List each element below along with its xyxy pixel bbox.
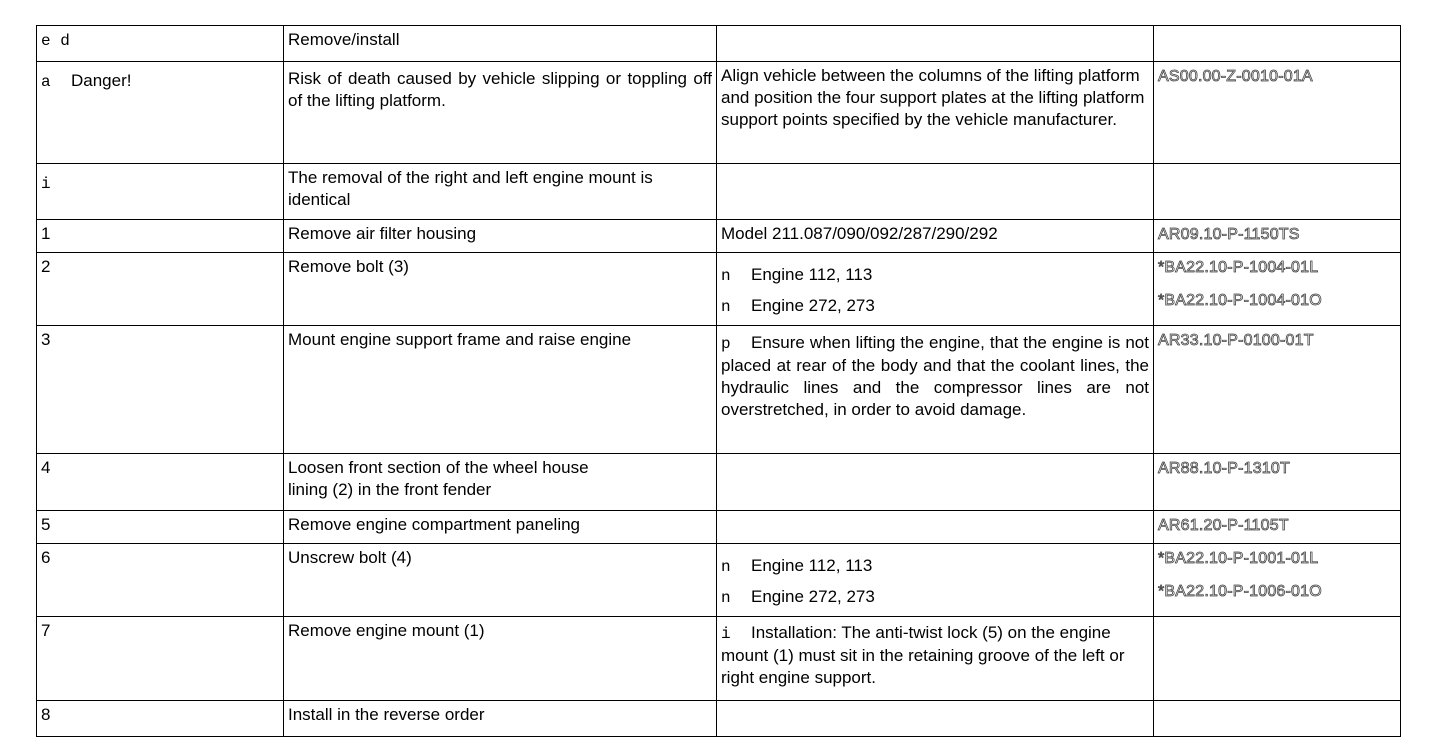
notes-cell: Align vehicle between the columns of the lifting platform and position the four support plates at the lifting platform support points specified by the vehicle manufacturer. xyxy=(717,62,1154,164)
action-cell: Remove bolt (3) xyxy=(284,253,717,326)
table-row xyxy=(37,26,1401,62)
step-number: 3 xyxy=(37,326,284,454)
bullet-icon: n xyxy=(721,298,731,316)
action-cell: Mount engine support frame and raise engine xyxy=(284,326,717,454)
reference-cell xyxy=(1154,164,1401,220)
info-icon: i xyxy=(721,625,731,643)
action-cell: Risk of death caused by vehicle slipping or toppling off of the lifting platform. xyxy=(284,62,717,164)
table-row xyxy=(37,62,1401,164)
action-cell: Remove engine mount (1) xyxy=(284,617,717,701)
action-cell: Install in the reverse order xyxy=(284,701,717,737)
procedure-table xyxy=(36,25,1401,737)
list-item: n Engine 112, 113 xyxy=(721,556,873,576)
reference-code[interactable]: AR09.10-P-1150TS xyxy=(1158,226,1300,243)
reference-cell xyxy=(1154,544,1401,617)
notes-cell: i Installation: The anti-twist lock (5) on the engine mount (1) must sit in the retaining groove of the left or right engine support. xyxy=(717,617,1154,701)
table-row xyxy=(37,617,1401,701)
step-symbol: e d xyxy=(41,32,70,50)
reference-code[interactable]: AR33.10-P-0100-01T xyxy=(1158,332,1314,349)
notes-cell: Model 211.087/090/092/287/290/292 xyxy=(717,220,1154,253)
step-number: 2 xyxy=(37,253,284,326)
action-cell: Remove engine compartment paneling xyxy=(284,511,717,544)
table-row xyxy=(37,544,1401,617)
step-number: 8 xyxy=(37,701,284,737)
reference-cell xyxy=(1154,454,1401,511)
action-cell: Loosen front section of the wheel house lining (2) in the front fender xyxy=(284,454,717,511)
notes-cell: p Ensure when lifting the engine, that the engine is not placed at rear of the body and that the coolant lines, the hydraulic lines and the compressor lines are not overstretched, in order to avoid damage. xyxy=(717,326,1154,454)
bullet-icon: n xyxy=(721,589,731,607)
reference-cell xyxy=(1154,62,1401,164)
table-row xyxy=(37,253,1401,326)
reference-cell xyxy=(1154,511,1401,544)
list-item: n Engine 272, 273 xyxy=(721,587,875,607)
table-row xyxy=(37,701,1401,737)
table-row xyxy=(37,220,1401,253)
reference-cell xyxy=(1154,220,1401,253)
action-cell: Unscrew bolt (4) xyxy=(284,544,717,617)
reference-code[interactable]: *BA22.10-P-1006-01O xyxy=(1158,583,1322,600)
notes-cell xyxy=(717,511,1154,544)
reference-cell xyxy=(1154,253,1401,326)
caution-icon: p xyxy=(721,335,731,353)
danger-icon: a xyxy=(41,73,51,91)
info-icon: i xyxy=(41,175,51,193)
danger-label: Danger! xyxy=(71,71,132,90)
reference-code[interactable]: *BA22.10-P-1004-01O xyxy=(1158,292,1322,309)
table-row xyxy=(37,454,1401,511)
table-row xyxy=(37,326,1401,454)
bullet-icon: n xyxy=(721,267,731,285)
list-item: n Engine 112, 113 xyxy=(721,265,873,285)
notes-cell xyxy=(717,454,1154,511)
list-item: n Engine 272, 273 xyxy=(721,296,875,316)
table-row xyxy=(37,164,1401,220)
notes-cell xyxy=(717,164,1154,220)
reference-code[interactable]: AS00.00-Z-0010-01A xyxy=(1158,68,1313,85)
step-cell xyxy=(37,164,284,220)
action-cell: The removal of the right and left engine mount is identical xyxy=(284,164,717,220)
reference-cell xyxy=(1154,701,1401,737)
step-cell xyxy=(37,26,284,62)
notes-cell xyxy=(717,26,1154,62)
reference-code[interactable]: *BA22.10-P-1001-01L xyxy=(1158,550,1319,567)
step-number: 7 xyxy=(37,617,284,701)
action-cell: Remove air filter housing xyxy=(284,220,717,253)
notes-cell xyxy=(717,253,1154,326)
step-number: 4 xyxy=(37,454,284,511)
table-row xyxy=(37,511,1401,544)
reference-cell xyxy=(1154,26,1401,62)
reference-code[interactable]: AR88.10-P-1310T xyxy=(1158,460,1290,477)
step-number: 5 xyxy=(37,511,284,544)
action-cell: Remove/install xyxy=(284,26,717,62)
notes-cell xyxy=(717,544,1154,617)
bullet-icon: n xyxy=(721,558,731,576)
reference-code[interactable]: AR61.20-P-1105T xyxy=(1158,517,1289,534)
notes-cell xyxy=(717,701,1154,737)
step-number: 6 xyxy=(37,544,284,617)
reference-code[interactable]: *BA22.10-P-1004-01L xyxy=(1158,259,1319,276)
reference-cell xyxy=(1154,326,1401,454)
step-cell xyxy=(37,62,284,164)
reference-cell xyxy=(1154,617,1401,701)
step-number: 1 xyxy=(37,220,284,253)
